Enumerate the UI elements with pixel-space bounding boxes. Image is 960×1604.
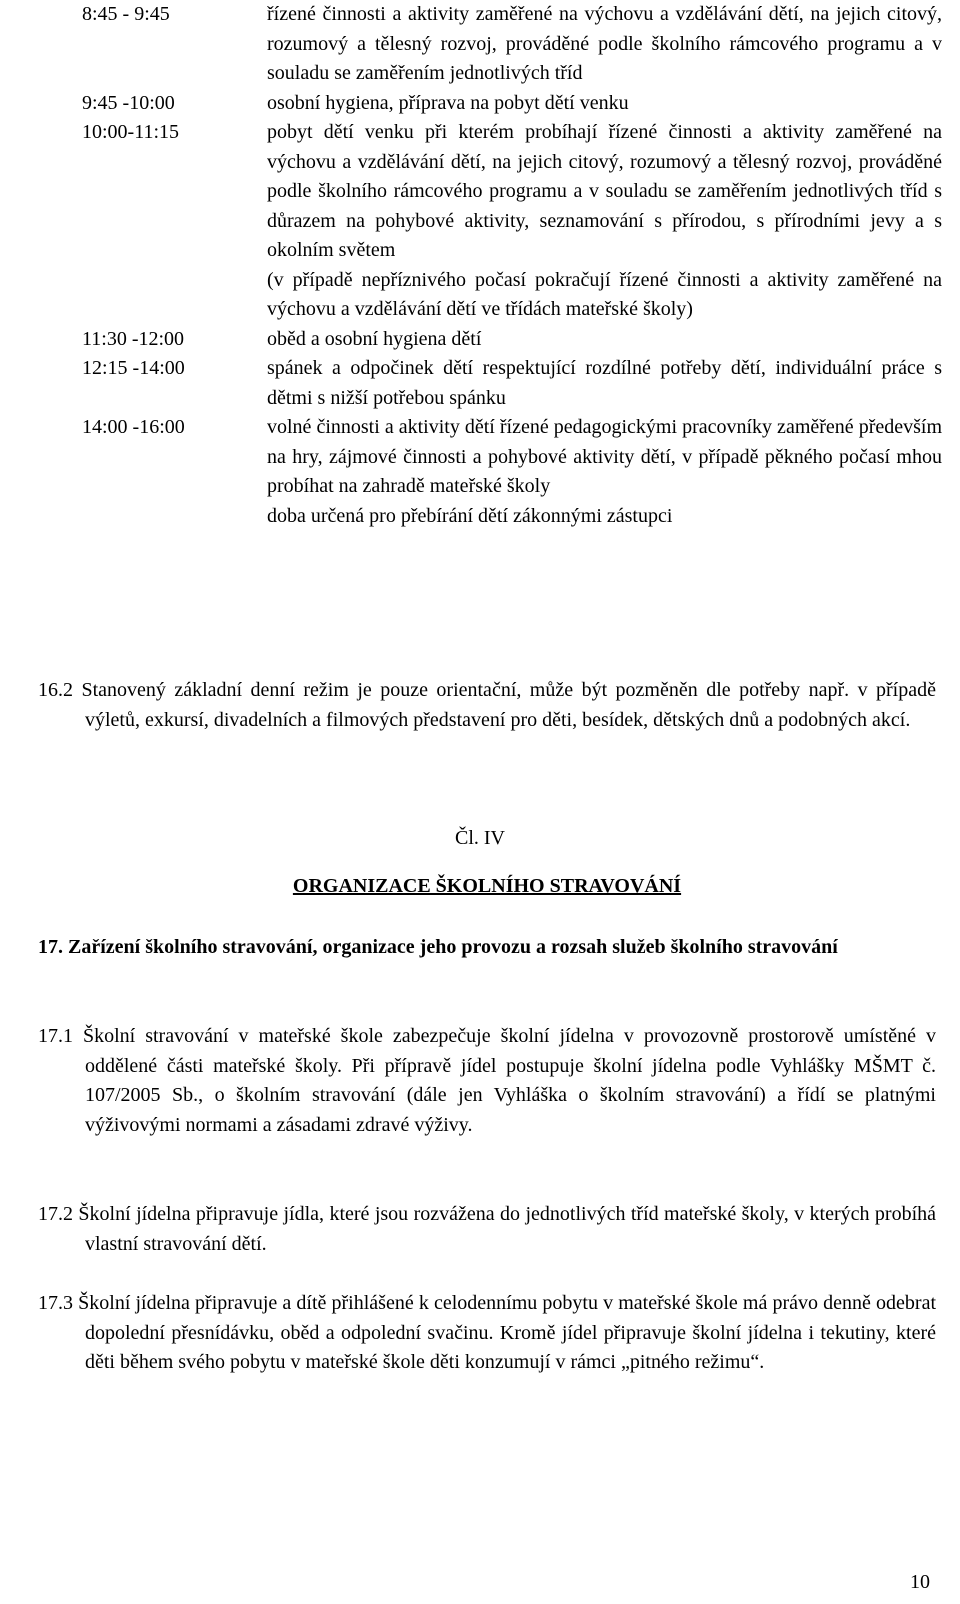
schedule-time: 14:00 -16:00 — [82, 416, 185, 438]
schedule-description — [267, 118, 942, 325]
paragraph-17-1 — [38, 1022, 936, 1140]
schedule-row — [82, 354, 942, 413]
paragraph-text: 17.1 Školní stravování v mateřské škole zabezpečuje školní jídelna v provozovně prostorově umístěné v oddělené části mateřské školy. Při přípravě jídel postupuje školní jídelna podle Vyhlášky MŠMT č. 107/2005 Sb., o školním stravování (dále jen Vyhláška o školním stravování) a řídí se platnými výživovými normami a zásadami zdravé výživy. — [38, 1025, 936, 1136]
schedule-description — [267, 325, 942, 355]
schedule-time: 8:45 - 9:45 — [82, 3, 170, 25]
schedule-description — [267, 0, 942, 89]
schedule-row — [82, 89, 942, 119]
schedule-line: volné činnosti a aktivity dětí řízené pedagogickými pracovníky zaměřené především na hry, zájmové činnosti a pohybové aktivity dětí, v případě pěkného počasí mhou probíhat na zahradě mateřské školy — [267, 416, 942, 497]
schedule-line: osobní hygiena, příprava na pobyt dětí venku — [267, 91, 629, 114]
section-heading-17: 17. Zařízení školního stravování, organizace jeho provozu a rozsah služeb školního stravování — [38, 936, 838, 958]
schedule-line: spánek a odpočinek dětí respektující rozdílné potřeby dětí, individuální práce s dětmi s nižší potřebou spánku — [267, 357, 942, 409]
chapter-label: Čl. IV — [455, 827, 505, 849]
schedule-line: pobyt dětí venku při kterém probíhají řízené činnosti a aktivity zaměřené na výchovu a vzdělávání dětí, na jejich citový, rozumový a tělesný rozvoj, prováděné podle školního rámcového programu a v souladu se zaměřením jednotlivých tříd s důrazem na pohybové aktivity, seznamování s přírodou, s přírodními jevy a s okolním světem — [267, 121, 942, 261]
paragraph-text: 17.2 Školní jídelna připravuje jídla, které jsou rozvážena do jednotlivých tříd mateřské školy, v kterých probíhá vlastní stravování dětí. — [38, 1203, 936, 1255]
schedule-row — [82, 325, 942, 355]
schedule-time: 9:45 -10:00 — [82, 91, 175, 114]
schedule-row — [82, 0, 942, 89]
schedule-line: doba určená pro přebírání dětí zákonnými zástupci — [267, 504, 673, 527]
paragraph-text: 16.2 Stanovený základní denní režim je pouze orientační, může být pozměněn dle potřeby např. v případě výletů, exkursí, divadelních a filmových představení pro děti, besídek, dětských dnů a podobných akcí. — [38, 679, 936, 731]
page-number: 10 — [910, 1571, 930, 1593]
paragraph-17-2 — [38, 1200, 936, 1259]
schedule-row — [82, 118, 942, 325]
schedule-description — [267, 413, 942, 531]
schedule-line: (v případě nepříznivého počasí pokračují řízené činnosti a aktivity zaměřené na výchovu a vzdělávání dětí ve třídách mateřské školy) — [267, 268, 942, 320]
paragraph-17-3 — [38, 1289, 936, 1378]
schedule-time: 11:30 -12:00 — [82, 327, 185, 350]
schedule-description — [267, 354, 942, 413]
schedule-line: oběd a osobní hygiena dětí — [267, 327, 482, 350]
schedule-time: 12:15 -14:00 — [82, 357, 185, 379]
schedule-line: řízené činnosti a aktivity zaměřené na výchovu a vzdělávání dětí, na jejich citový, rozumový a tělesný rozvoj, prováděné podle školního rámcového programu a v souladu se zaměřením jednotlivých tříd — [267, 3, 942, 84]
paragraph-text: 17.3 Školní jídelna připravuje a dítě přihlášené k celodennímu pobytu v mateřské škole má právo denně odebrat dopolední přesnídávku, oběd a odpolední svačinu. Kromě jídel připravuje školní jídelna i tekutiny, které děti během svého pobytu v mateřské škole děti konzumují v rámci „pitného režimu“. — [38, 1292, 936, 1373]
schedule-row — [82, 413, 942, 531]
paragraph-16-2 — [38, 676, 936, 735]
chapter-title: ORGANIZACE ŠKOLNÍHO STRAVOVÁNÍ — [292, 875, 682, 897]
schedule-time: 10:00-11:15 — [82, 121, 180, 143]
schedule-description — [267, 89, 942, 119]
daily-schedule — [82, 0, 942, 531]
